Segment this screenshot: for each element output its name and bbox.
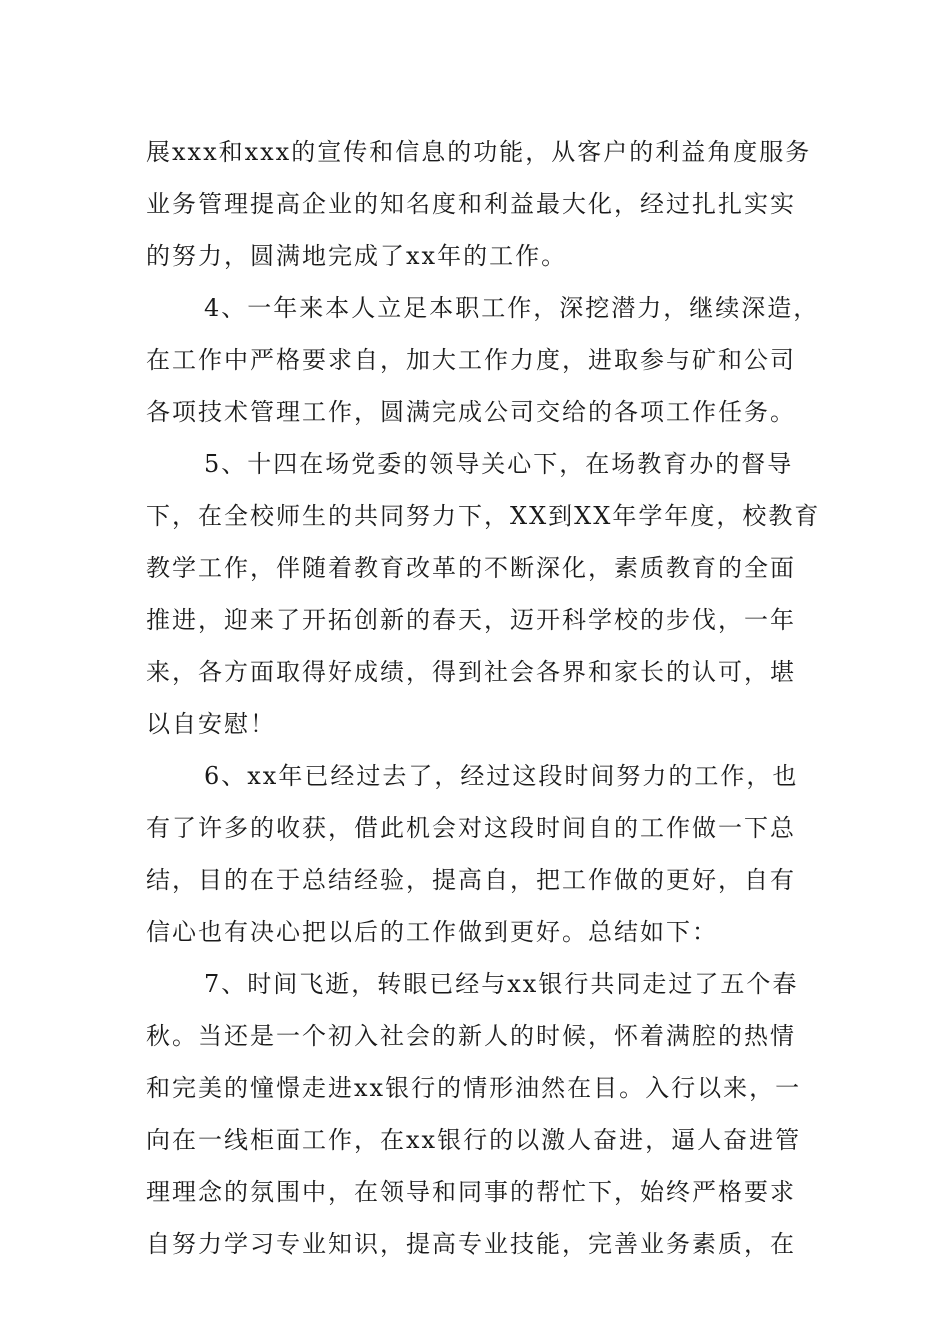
text-line: 下，在全校师生的共同努力下，XX到XX年学年度，校教育 xyxy=(146,502,821,530)
text-line: 有了许多的收获，借此机会对这段时间自的工作做一下总 xyxy=(146,814,796,842)
text-line: 的努力，圆满地完成了xx年的工作。 xyxy=(146,242,568,270)
document-body xyxy=(146,126,826,1270)
paragraph-first-line: 6、xx年已经过去了，经过这段时间努力的工作，也 xyxy=(204,762,799,790)
text-line: 和完美的憧憬走进xx银行的情形油然在目。入行以来，一 xyxy=(146,1074,802,1102)
text-line: 信心也有决心把以后的工作做到更好。总结如下： xyxy=(146,918,718,946)
text-line: 以自安慰！ xyxy=(146,710,276,738)
text-line: 在工作中严格要求自，加大工作力度，进取参与矿和公司 xyxy=(146,346,796,374)
text-line: 结，目的在于总结经验，提高自，把工作做的更好，自有 xyxy=(146,866,796,894)
text-line: 秋。当还是一个初入社会的新人的时候，怀着满腔的热情 xyxy=(146,1022,796,1050)
text-line: 各项技术管理工作，圆满完成公司交给的各项工作任务。 xyxy=(146,398,796,426)
text-line: 教学工作，伴随着教育改革的不断深化，素质教育的全面 xyxy=(146,554,796,582)
text-line: 业务管理提高企业的知名度和利益最大化，经过扎扎实实 xyxy=(146,190,796,218)
text-line: 推进，迎来了开拓创新的春天，迈开科学校的步伐，一年 xyxy=(146,606,796,634)
text-line: 展xxx和xxx的宣传和信息的功能，从客户的利益角度服务 xyxy=(146,138,812,166)
paragraph-first-line: 4、一年来本人立足本职工作，深挖潜力，继续深造， xyxy=(204,294,820,322)
text-line: 自努力学习专业知识，提高专业技能，完善业务素质，在 xyxy=(146,1230,796,1258)
text-line: 向在一线柜面工作，在xx银行的以激人奋进，逼人奋进管 xyxy=(146,1126,802,1154)
text-line: 来，各方面取得好成绩，得到社会各界和家长的认可，堪 xyxy=(146,658,796,686)
paragraph-first-line: 5、十四在场党委的领导关心下，在场教育办的督导 xyxy=(204,450,794,478)
paragraph-first-line: 7、时间飞逝，转眼已经与xx银行共同走过了五个春 xyxy=(204,970,799,998)
text-line: 理理念的氛围中，在领导和同事的帮忙下，始终严格要求 xyxy=(146,1178,796,1206)
